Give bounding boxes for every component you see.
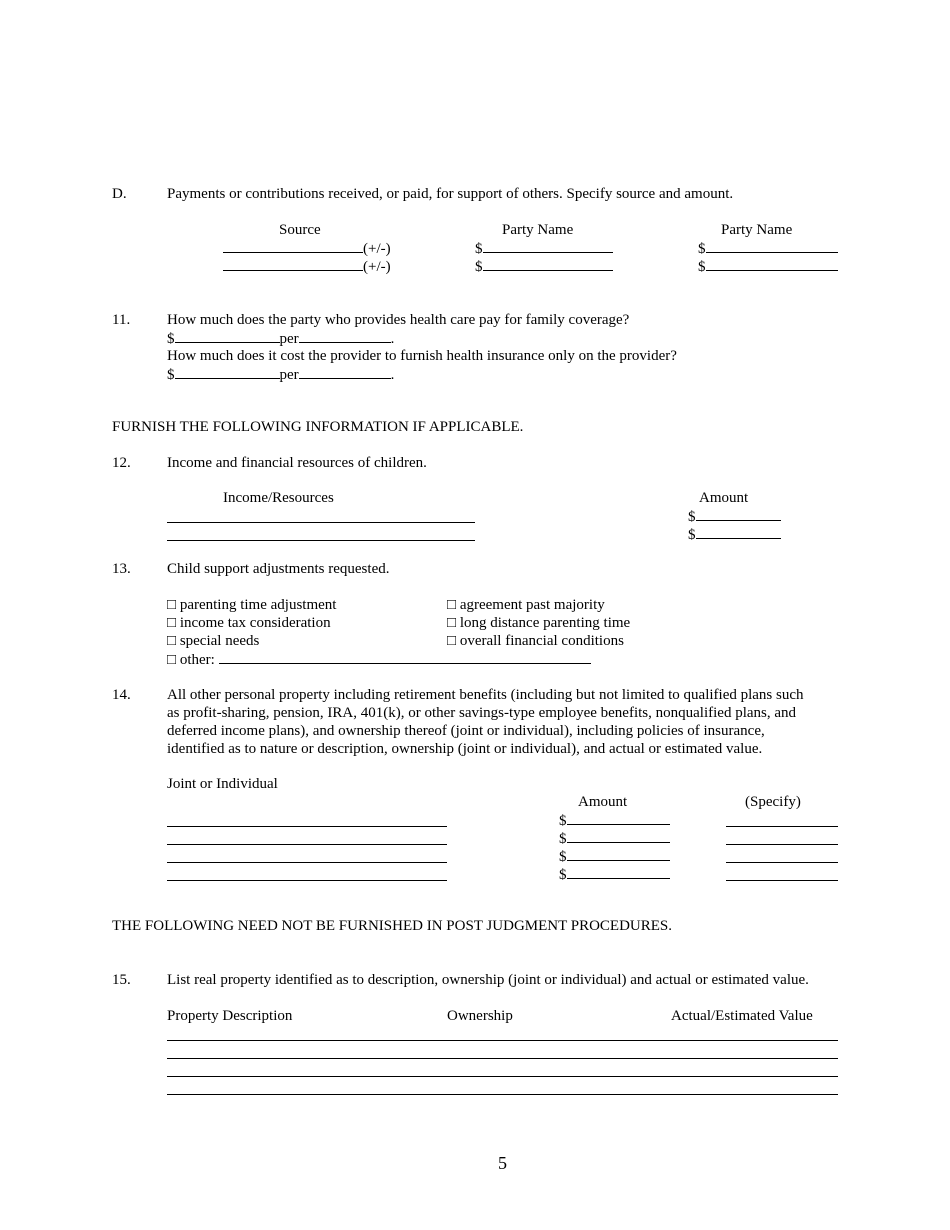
checkbox-icon[interactable]: □: [447, 633, 457, 649]
source-field[interactable]: [223, 257, 363, 271]
specify-field[interactable]: [726, 826, 838, 827]
source-field[interactable]: [223, 239, 363, 253]
option-past-majority[interactable]: [447, 596, 605, 614]
dollar-sign: $: [559, 867, 567, 883]
property-amount-field[interactable]: [567, 847, 670, 861]
per-label: per: [279, 367, 299, 383]
col-specify: (Specify): [745, 794, 801, 810]
family-coverage-period-field[interactable]: [299, 329, 391, 343]
q15-number: 15.: [112, 972, 131, 988]
post-judgment-header: THE FOLLOWING NEED NOT BE FURNISHED IN POST JUDGMENT PROCEDURES.: [112, 918, 673, 934]
q11-text-1: How much does the party who provides health care pay for family coverage?: [167, 312, 630, 328]
party1-amount-field[interactable]: [483, 239, 613, 253]
q11-text-2: How much does it cost the provider to furnish health insurance only on the provider?: [167, 348, 677, 364]
dollar-sign: $: [698, 259, 706, 275]
section-d-text: Payments or contributions received, or paid, for support of others. Specify source and amount.: [167, 186, 734, 202]
col-source: Source: [279, 222, 321, 238]
dollar-sign: $: [167, 367, 175, 383]
specify-field[interactable]: [726, 880, 838, 881]
page-number: 5: [498, 1153, 507, 1173]
provider-only-period-field[interactable]: [299, 365, 391, 379]
dollar-sign: $: [559, 831, 567, 847]
specify-field[interactable]: [726, 862, 838, 863]
family-coverage-amount-field[interactable]: [175, 329, 280, 343]
property-field[interactable]: [167, 862, 447, 863]
q14-text-line-3: deferred income plans), and ownership thereof (joint or individual), including policies of insurance,: [167, 723, 765, 739]
option-parenting-time[interactable]: [167, 596, 336, 614]
real-property-field[interactable]: [167, 1058, 838, 1059]
provider-only-amount-field[interactable]: [175, 365, 280, 379]
party1-amount-field[interactable]: [483, 257, 613, 271]
income-amount-row-2: [688, 525, 781, 544]
option-label: long distance parenting time: [459, 615, 631, 631]
property-amount-row-4: [559, 865, 670, 884]
source-row-1: [223, 239, 391, 258]
col-property-description: Property Description: [167, 1008, 293, 1024]
income-resource-field[interactable]: [167, 522, 475, 523]
specify-field[interactable]: [726, 844, 838, 845]
q14-text-line-4: identified as to nature or description, ownership (joint or individual), and actual or estimated value.: [167, 741, 763, 757]
real-property-field[interactable]: [167, 1040, 838, 1041]
period: .: [390, 331, 395, 347]
col-income-resources: Income/Resources: [223, 490, 334, 506]
furnish-header: FURNISH THE FOLLOWING INFORMATION IF APPLICABLE.: [112, 419, 524, 435]
option-label: special needs: [179, 633, 260, 649]
dollar-sign: $: [688, 509, 696, 525]
per-label: per: [279, 331, 299, 347]
source-row-2: [223, 257, 391, 276]
property-amount-row-2: [559, 829, 670, 848]
col-amount: Amount: [699, 490, 749, 506]
option-financial-conditions[interactable]: [447, 632, 624, 650]
q14-text-line-1: All other personal property including retirement benefits (including but not limited to qualified plans such: [167, 687, 804, 703]
section-d-number: D.: [112, 186, 127, 202]
col-amount: Amount: [578, 794, 628, 810]
dollar-sign: $: [698, 241, 706, 257]
option-label: agreement past majority: [459, 597, 605, 613]
q13-number: 13.: [112, 561, 131, 577]
q11-number: 11.: [112, 312, 131, 328]
other-field[interactable]: [219, 650, 591, 664]
dollar-sign: $: [475, 259, 483, 275]
party2-amount-field[interactable]: [706, 239, 838, 253]
option-long-distance[interactable]: [447, 614, 630, 632]
option-special-needs[interactable]: [167, 632, 259, 650]
property-field[interactable]: [167, 844, 447, 845]
income-amount-row-1: [688, 507, 781, 526]
property-amount-row-1: [559, 811, 670, 830]
col-actual-estimated-value: Actual/Estimated Value: [671, 1008, 813, 1024]
option-label: income tax consideration: [179, 615, 331, 631]
col-party-name-2: Party Name: [721, 222, 793, 238]
dollar-sign: $: [559, 849, 567, 865]
q14-text-line-2: as profit-sharing, pension, IRA, 401(k), or other savings-type employee benefits, nonqualified plans, and: [167, 705, 797, 721]
property-amount-row-3: [559, 847, 670, 866]
property-field[interactable]: [167, 880, 447, 881]
option-other[interactable]: [167, 650, 591, 669]
checkbox-icon[interactable]: □: [447, 597, 457, 613]
plus-minus-label: (+/-): [363, 241, 391, 257]
option-label: overall financial conditions: [459, 633, 624, 649]
col-joint-individual: Joint or Individual: [167, 776, 278, 792]
dollar-sign: $: [559, 813, 567, 829]
property-amount-field[interactable]: [567, 865, 670, 879]
party2-row-1: [698, 239, 838, 258]
q15-text: List real property identified as to description, ownership (joint or individual) and actual or estimated value.: [167, 972, 809, 988]
plus-minus-label: (+/-): [363, 259, 391, 275]
q12-text: Income and financial resources of children.: [167, 455, 427, 471]
checkbox-icon[interactable]: □: [167, 633, 177, 649]
checkbox-icon[interactable]: □: [167, 615, 177, 631]
checkbox-icon[interactable]: □: [167, 597, 177, 613]
income-amount-field[interactable]: [696, 507, 781, 521]
real-property-field[interactable]: [167, 1094, 838, 1095]
dollar-sign: $: [475, 241, 483, 257]
col-party-name-1: Party Name: [502, 222, 574, 238]
col-ownership: Ownership: [447, 1008, 513, 1024]
q11-answer-2: [167, 365, 394, 384]
property-field[interactable]: [167, 826, 447, 827]
q13-text: Child support adjustments requested.: [167, 561, 390, 577]
income-amount-field[interactable]: [696, 525, 781, 539]
income-resource-field[interactable]: [167, 540, 475, 541]
q11-answer-1: [167, 329, 394, 348]
checkbox-icon[interactable]: □: [447, 615, 457, 631]
party2-row-2: [698, 257, 838, 276]
option-income-tax[interactable]: [167, 614, 331, 632]
dollar-sign: $: [167, 331, 175, 347]
party1-row-1: [475, 239, 613, 258]
option-label: parenting time adjustment: [179, 597, 337, 613]
q14-number: 14.: [112, 687, 131, 703]
party1-row-2: [475, 257, 613, 276]
property-amount-field[interactable]: [567, 811, 670, 825]
option-label: other:: [179, 652, 215, 668]
q12-number: 12.: [112, 455, 131, 471]
dollar-sign: $: [688, 527, 696, 543]
real-property-field[interactable]: [167, 1076, 838, 1077]
period: .: [390, 367, 395, 383]
party2-amount-field[interactable]: [706, 257, 838, 271]
checkbox-icon[interactable]: □: [167, 652, 177, 668]
property-amount-field[interactable]: [567, 829, 670, 843]
